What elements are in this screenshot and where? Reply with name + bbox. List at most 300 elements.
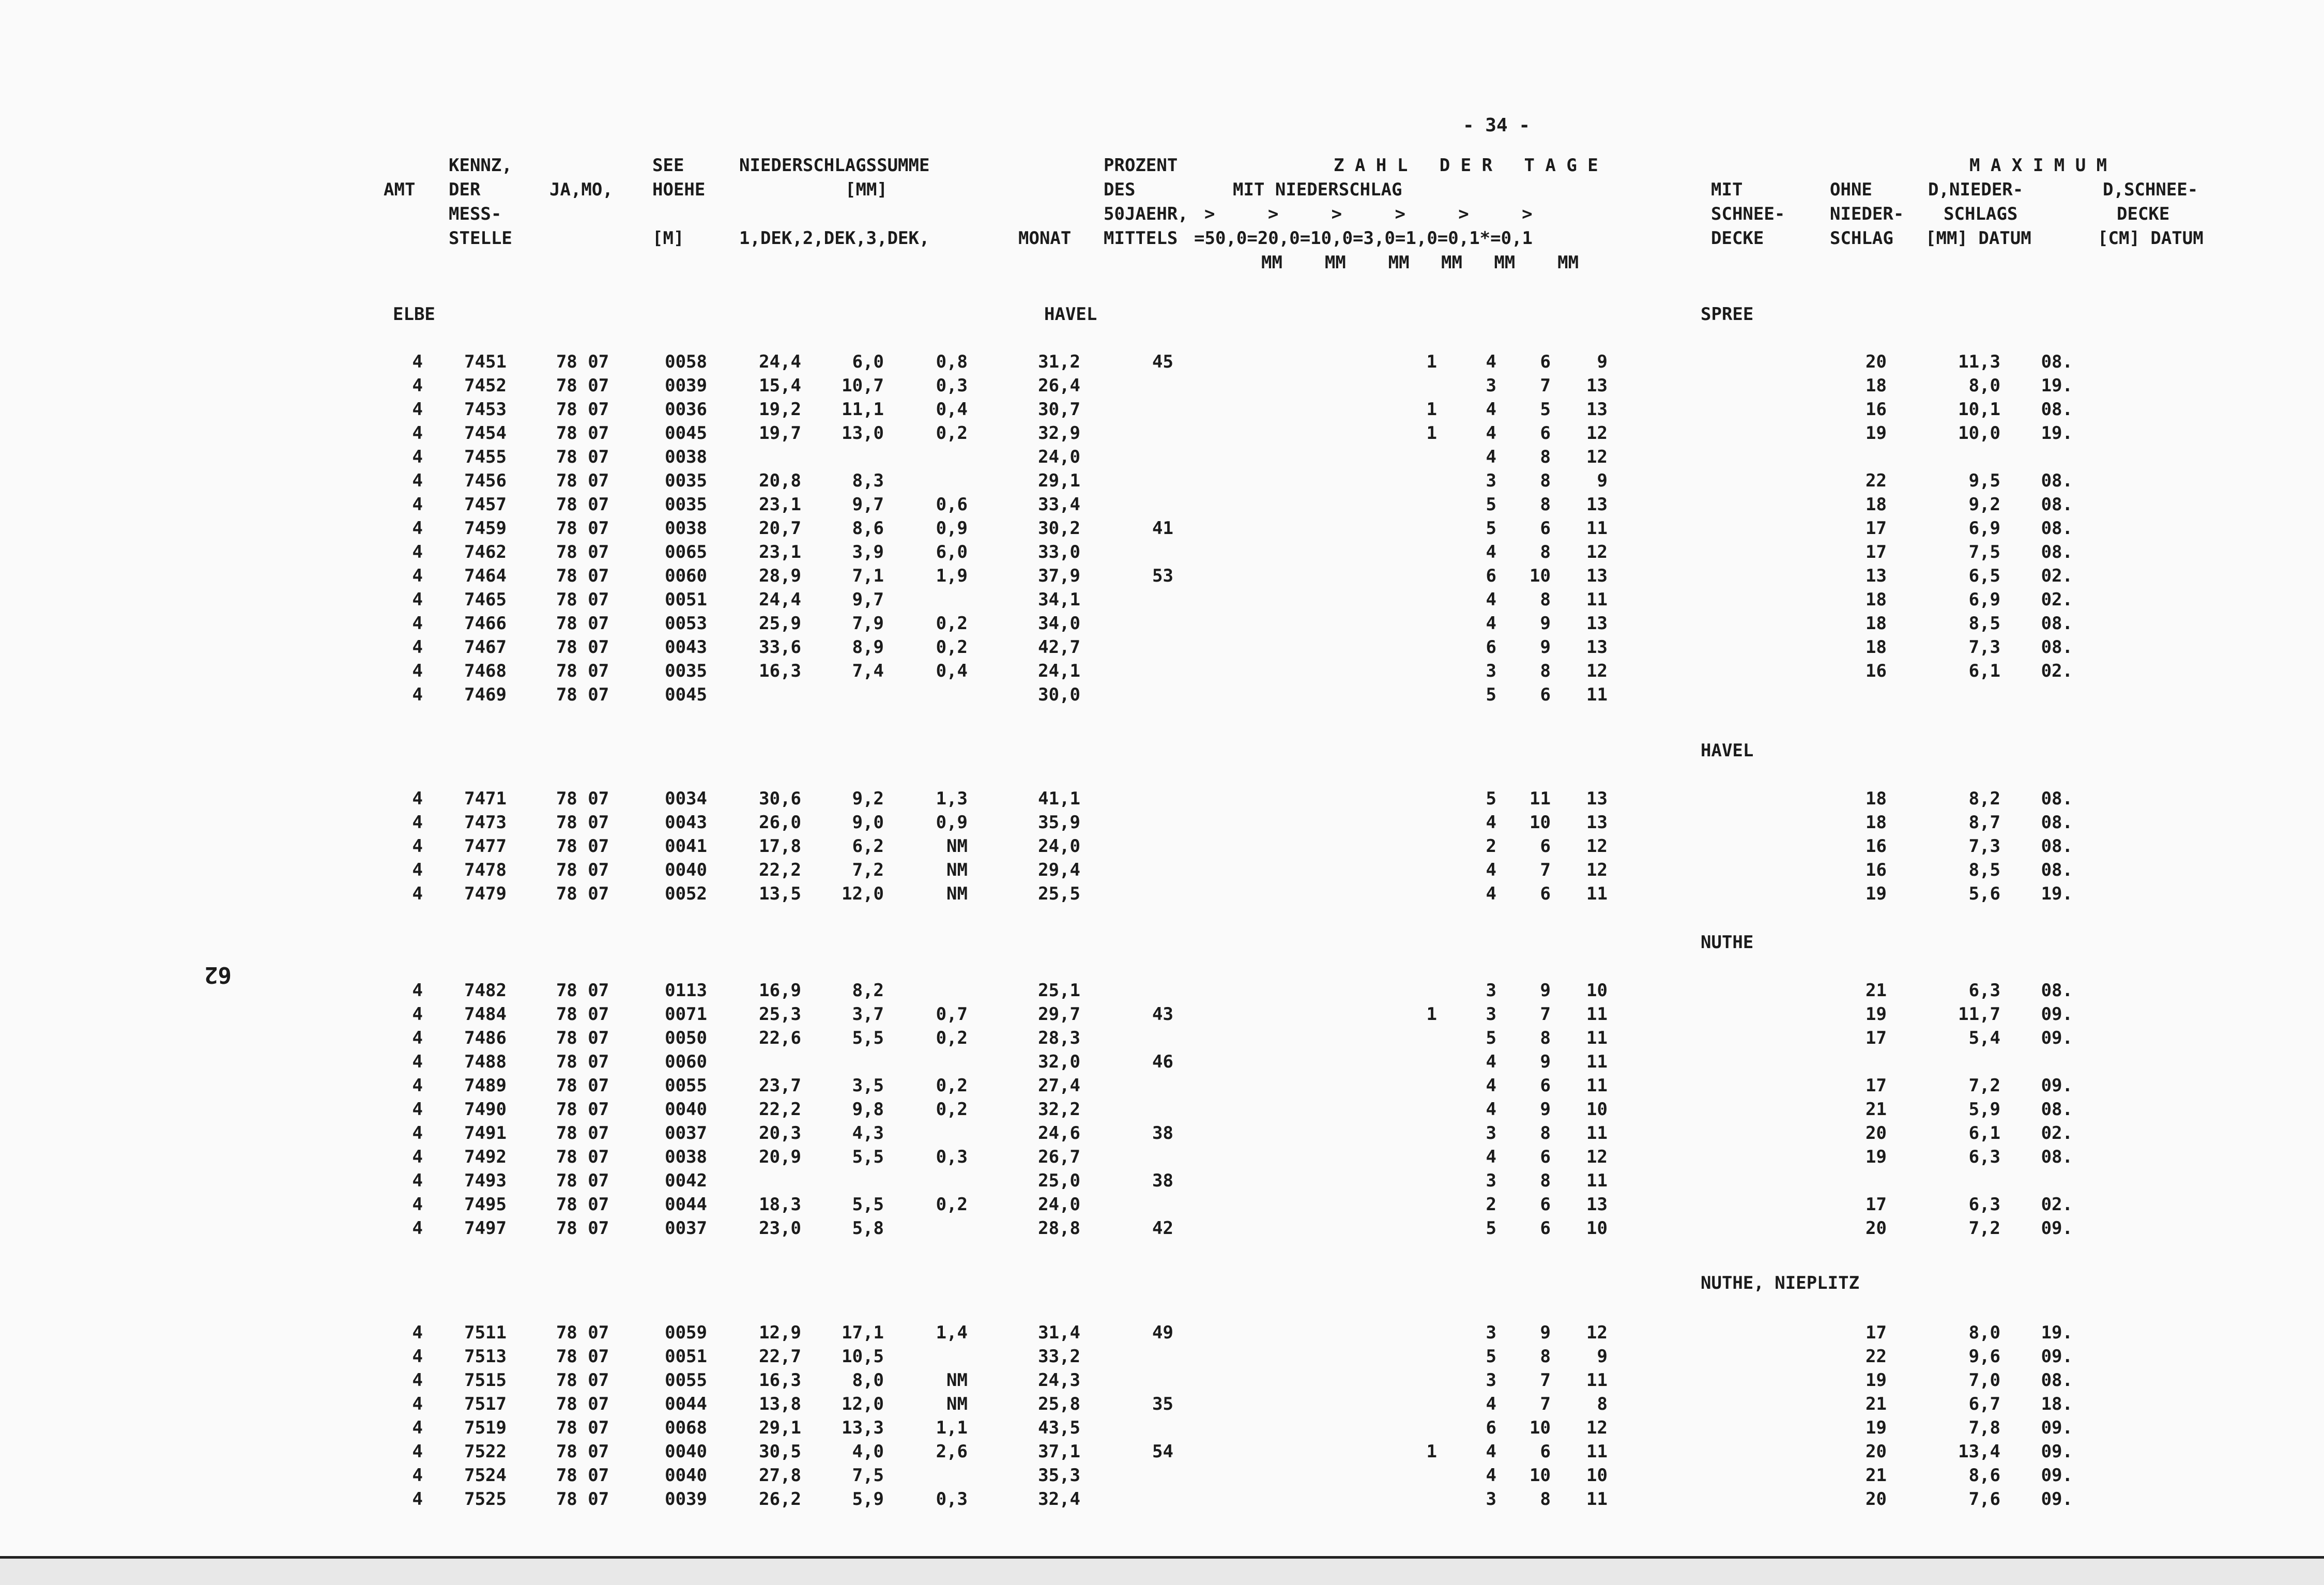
cell-proz: 41	[1152, 518, 1173, 539]
cell-n1: 10	[1530, 1465, 1551, 1486]
cell-monat: 26,4	[1038, 375, 1080, 396]
region-label: ELBE	[393, 304, 435, 325]
cell-amt: 4	[412, 1394, 423, 1414]
cell-d2: 9,2	[852, 788, 884, 809]
cell-maxmm: 6,9	[1968, 518, 2000, 539]
cell-maxdat: 08.	[2041, 788, 2073, 809]
cell-proz: 49	[1152, 1322, 1173, 1343]
cell-maxmm: 6,9	[1968, 589, 2000, 610]
cell-d2: 3,5	[852, 1075, 884, 1096]
table-row	[0, 1004, 2324, 1028]
cell-maxmm: 8,0	[1968, 1322, 2000, 1343]
cell-hoehe: 0035	[665, 661, 707, 681]
cell-d2: 13,3	[842, 1418, 884, 1438]
cell-stelle: 7468	[464, 661, 507, 681]
cell-n3: 5	[1486, 1346, 1496, 1367]
cell-monat: 24,0	[1038, 447, 1080, 467]
cell-d1: 20,7	[759, 518, 801, 539]
cell-d3: 1,1	[936, 1418, 968, 1438]
cell-n1: 8	[1540, 542, 1551, 562]
cell-stelle: 7453	[464, 399, 507, 420]
cell-n01: 12	[1586, 836, 1608, 857]
cell-d1: 29,1	[759, 1418, 801, 1438]
hdr-mm-unit: [MM]	[845, 179, 888, 200]
cell-jamo: 78 07	[556, 542, 609, 562]
table-row	[0, 1441, 2324, 1465]
table-row	[0, 447, 2324, 470]
hdr-ohne: OHNE	[1830, 179, 1872, 200]
cell-proz: 46	[1152, 1051, 1173, 1072]
cell-monat: 30,7	[1038, 399, 1080, 420]
cell-d2: 4,0	[852, 1441, 884, 1462]
cell-stelle: 7497	[464, 1218, 507, 1239]
cell-d1: 18,3	[759, 1194, 801, 1215]
cell-d1: 25,3	[759, 1004, 801, 1025]
cell-stelle: 7479	[464, 883, 507, 904]
cell-monat: 30,0	[1038, 684, 1080, 705]
cell-maxdat: 08.	[2041, 812, 2073, 833]
cell-d1: 26,2	[759, 1489, 801, 1510]
cell-stelle: 7455	[464, 447, 507, 467]
cell-stelle: 7492	[464, 1147, 507, 1167]
cell-jamo: 78 07	[556, 1370, 609, 1391]
cell-ohne: 18	[1866, 788, 1887, 809]
cell-d1: 26,0	[759, 812, 801, 833]
cell-n01: 10	[1586, 1218, 1608, 1239]
cell-stelle: 7471	[464, 788, 507, 809]
cell-d2: 9,8	[852, 1099, 884, 1120]
cell-jamo: 78 07	[556, 1075, 609, 1096]
cell-jamo: 78 07	[556, 1170, 609, 1191]
cell-n1: 10	[1530, 566, 1551, 586]
cell-jamo: 78 07	[556, 1123, 609, 1144]
cell-n3: 3	[1486, 1370, 1496, 1391]
cell-hoehe: 0051	[665, 589, 707, 610]
cell-n3: 6	[1486, 1418, 1496, 1438]
cell-d3: 0,4	[936, 661, 968, 681]
cell-n1: 8	[1540, 470, 1551, 491]
cell-maxdat: 02.	[2041, 1123, 2073, 1144]
cell-n3: 3	[1486, 661, 1496, 681]
cell-maxdat: 08.	[2041, 836, 2073, 857]
cell-monat: 43,5	[1038, 1418, 1080, 1438]
cell-stelle: 7462	[464, 542, 507, 562]
cell-d1: 20,9	[759, 1147, 801, 1167]
cell-n01: 12	[1586, 542, 1608, 562]
cell-ohne: 22	[1866, 1346, 1887, 1367]
cell-maxmm: 7,2	[1968, 1075, 2000, 1096]
table-row	[0, 518, 2324, 542]
table-row	[0, 1194, 2324, 1218]
cell-d2: 7,1	[852, 566, 884, 586]
cell-hoehe: 0051	[665, 1346, 707, 1367]
cell-hoehe: 0055	[665, 1370, 707, 1391]
cell-n1: 8	[1540, 589, 1551, 610]
cell-ohne: 21	[1866, 1465, 1887, 1486]
cell-d2: 12,0	[842, 1394, 884, 1414]
cell-hoehe: 0052	[665, 883, 707, 904]
cell-amt: 4	[412, 1441, 423, 1462]
cell-d3: 0,3	[936, 375, 968, 396]
cell-stelle: 7513	[464, 1346, 507, 1367]
cell-maxdat: 02.	[2041, 589, 2073, 610]
table-row	[0, 1346, 2324, 1370]
cell-d2: 17,1	[842, 1322, 884, 1343]
table-row	[0, 470, 2324, 494]
cell-d1: 17,8	[759, 836, 801, 857]
cell-n3: 3	[1486, 470, 1496, 491]
cell-monat: 25,0	[1038, 1170, 1080, 1191]
cell-jamo: 78 07	[556, 423, 609, 444]
cell-amt: 4	[412, 1170, 423, 1191]
cell-stelle: 7464	[464, 566, 507, 586]
hdr-des: DES	[1104, 179, 1136, 200]
cell-hoehe: 0039	[665, 375, 707, 396]
cell-n1: 8	[1540, 1123, 1551, 1144]
cell-ohne: 17	[1866, 518, 1887, 539]
cell-maxmm: 10,1	[1958, 399, 2000, 420]
cell-n01: 11	[1586, 1489, 1608, 1510]
cell-amt: 4	[412, 494, 423, 515]
table-row	[0, 399, 2324, 423]
cell-d1: 24,4	[759, 589, 801, 610]
cell-n3: 3	[1486, 375, 1496, 396]
hdr-50jaehr: 50JAEHR,	[1104, 204, 1188, 224]
cell-n01: 11	[1586, 1170, 1608, 1191]
cell-d1: 23,1	[759, 494, 801, 515]
table-row	[0, 684, 2324, 708]
cell-d3: NM	[946, 1370, 968, 1391]
cell-n01: 9	[1597, 1346, 1608, 1367]
cell-n1: 6	[1540, 352, 1551, 372]
cell-n1: 8	[1540, 1489, 1551, 1510]
cell-n3: 4	[1486, 613, 1496, 634]
cell-monat: 24,3	[1038, 1370, 1080, 1391]
cell-maxmm: 7,5	[1968, 542, 2000, 562]
cell-d1: 12,9	[759, 1322, 801, 1343]
hdr-see: SEE	[652, 155, 684, 176]
cell-d3: 0,7	[936, 1004, 968, 1025]
cell-jamo: 78 07	[556, 1218, 609, 1239]
hdr-monat: MONAT	[1018, 228, 1072, 249]
cell-hoehe: 0040	[665, 1465, 707, 1486]
region-label: HAVEL	[1044, 304, 1097, 325]
table-row	[0, 423, 2324, 447]
cell-n1: 6	[1540, 1075, 1551, 1096]
hdr-der: DER	[449, 179, 481, 200]
cell-n01: 9	[1597, 352, 1608, 372]
cell-hoehe: 0055	[665, 1075, 707, 1096]
cell-n3: 5	[1486, 518, 1496, 539]
cell-jamo: 78 07	[556, 883, 609, 904]
cell-stelle: 7457	[464, 494, 507, 515]
hdr-mit-niederschlag: MIT NIEDERSCHLAG	[1233, 179, 1402, 200]
cell-maxdat: 08.	[2041, 542, 2073, 562]
cell-n01: 11	[1586, 1004, 1608, 1025]
cell-d3: 0,4	[936, 399, 968, 420]
cell-maxdat: 08.	[2041, 352, 2073, 372]
region-label: NUTHE, NIEPLITZ	[1701, 1273, 1860, 1293]
hdr-decke2: DECKE	[2117, 204, 2170, 224]
cell-amt: 4	[412, 1123, 423, 1144]
cell-maxmm: 10,0	[1958, 423, 2000, 444]
cell-n3: 4	[1486, 860, 1496, 880]
cell-monat: 33,0	[1038, 542, 1080, 562]
cell-maxdat: 08.	[2041, 518, 2073, 539]
cell-amt: 4	[412, 470, 423, 491]
cell-d2: 11,1	[842, 399, 884, 420]
cell-n10: 1	[1426, 1004, 1437, 1025]
cell-d1: 23,1	[759, 542, 801, 562]
cell-d1: 24,4	[759, 352, 801, 372]
cell-n1: 5	[1540, 399, 1551, 420]
cell-jamo: 78 07	[556, 613, 609, 634]
cell-hoehe: 0071	[665, 1004, 707, 1025]
cell-n10: 1	[1426, 352, 1437, 372]
cell-jamo: 78 07	[556, 1465, 609, 1486]
cell-d3: 0,3	[936, 1489, 968, 1510]
cell-n01: 12	[1586, 661, 1608, 681]
cell-maxmm: 7,3	[1968, 637, 2000, 658]
cell-d1: 22,7	[759, 1346, 801, 1367]
cell-ohne: 16	[1866, 399, 1887, 420]
cell-maxdat: 08.	[2041, 399, 2073, 420]
cell-maxdat: 09.	[2041, 1489, 2073, 1510]
cell-maxdat: 19.	[2041, 375, 2073, 396]
cell-monat: 30,2	[1038, 518, 1080, 539]
cell-ohne: 20	[1866, 352, 1887, 372]
cell-maxmm: 7,0	[1968, 1370, 2000, 1391]
cell-n01: 9	[1597, 470, 1608, 491]
hdr-mit: MIT	[1711, 179, 1743, 200]
cell-n3: 3	[1486, 980, 1496, 1001]
cell-n3: 4	[1486, 1075, 1496, 1096]
cell-ohne: 18	[1866, 375, 1887, 396]
cell-d1: 13,8	[759, 1394, 801, 1414]
cell-jamo: 78 07	[556, 352, 609, 372]
table-row	[0, 1075, 2324, 1099]
cell-maxmm: 8,5	[1968, 613, 2000, 634]
cell-maxdat: 09.	[2041, 1004, 2073, 1025]
cell-hoehe: 0053	[665, 613, 707, 634]
cell-monat: 29,7	[1038, 1004, 1080, 1025]
cell-monat: 34,0	[1038, 613, 1080, 634]
cell-maxmm: 7,6	[1968, 1489, 2000, 1510]
hdr-mm-units: MM MM MM MM MM MM	[1261, 252, 1579, 273]
cell-proz: 38	[1152, 1170, 1173, 1191]
cell-n3: 5	[1486, 684, 1496, 705]
cell-hoehe: 0035	[665, 470, 707, 491]
hdr-prozent: PROZENT	[1104, 155, 1178, 176]
cell-d2: 4,3	[852, 1123, 884, 1144]
cell-monat: 25,5	[1038, 883, 1080, 904]
cell-n01: 11	[1586, 684, 1608, 705]
cell-maxmm: 8,0	[1968, 375, 2000, 396]
cell-n01: 12	[1586, 1147, 1608, 1167]
cell-n01: 11	[1586, 883, 1608, 904]
table-row	[0, 661, 2324, 684]
cell-monat: 28,3	[1038, 1028, 1080, 1048]
cell-n1: 7	[1540, 860, 1551, 880]
cell-n1: 8	[1540, 1170, 1551, 1191]
cell-jamo: 78 07	[556, 518, 609, 539]
cell-jamo: 78 07	[556, 812, 609, 833]
cell-n1: 9	[1540, 637, 1551, 658]
cell-n01: 12	[1586, 1322, 1608, 1343]
cell-d3: NM	[946, 860, 968, 880]
cell-ohne: 13	[1866, 566, 1887, 586]
table-row	[0, 494, 2324, 518]
cell-maxdat: 02.	[2041, 566, 2073, 586]
table-row	[0, 637, 2324, 661]
cell-n3: 5	[1486, 788, 1496, 809]
cell-hoehe: 0043	[665, 637, 707, 658]
cell-d2: 10,5	[842, 1346, 884, 1367]
cell-d3: NM	[946, 836, 968, 857]
cell-hoehe: 0113	[665, 980, 707, 1001]
cell-maxmm: 8,7	[1968, 812, 2000, 833]
cell-n1: 7	[1540, 1004, 1551, 1025]
cell-n1: 9	[1540, 613, 1551, 634]
hdr-decke: DECKE	[1711, 228, 1764, 249]
cell-d3: 0,9	[936, 812, 968, 833]
cell-n1: 7	[1540, 1370, 1551, 1391]
cell-d3: 0,2	[936, 637, 968, 658]
cell-d1: 33,6	[759, 637, 801, 658]
cell-ohne: 17	[1866, 542, 1887, 562]
region-label: HAVEL	[1701, 740, 1754, 761]
cell-d2: 9,0	[852, 812, 884, 833]
cell-maxmm: 6,3	[1968, 1147, 2000, 1167]
cell-hoehe: 0038	[665, 447, 707, 467]
hdr-thresholds: =50,0=20,0=10,0=3,0=1,0=0,1*=0,1	[1194, 228, 1533, 249]
cell-ohne: 16	[1866, 661, 1887, 681]
cell-ohne: 18	[1866, 637, 1887, 658]
cell-amt: 4	[412, 637, 423, 658]
cell-amt: 4	[412, 860, 423, 880]
cell-d3: 0,2	[936, 1075, 968, 1096]
cell-stelle: 7515	[464, 1370, 507, 1391]
cell-stelle: 7469	[464, 684, 507, 705]
cell-ohne: 21	[1866, 1394, 1887, 1414]
cell-ohne: 20	[1866, 1441, 1887, 1462]
cell-hoehe: 0065	[665, 542, 707, 562]
cell-monat: 32,4	[1038, 1489, 1080, 1510]
cell-d1: 19,7	[759, 423, 801, 444]
cell-n1: 9	[1540, 1322, 1551, 1343]
cell-stelle: 7465	[464, 589, 507, 610]
cell-d1: 15,4	[759, 375, 801, 396]
cell-n1: 8	[1540, 661, 1551, 681]
cell-amt: 4	[412, 1322, 423, 1343]
cell-hoehe: 0045	[665, 423, 707, 444]
cell-monat: 33,2	[1038, 1346, 1080, 1367]
cell-amt: 4	[412, 684, 423, 705]
hdr-maximum: M A X I M U M	[1969, 155, 2107, 176]
cell-n01: 11	[1586, 1028, 1608, 1048]
cell-stelle: 7486	[464, 1028, 507, 1048]
hdr-hoehe: HOEHE	[652, 179, 706, 200]
table-row	[0, 1218, 2324, 1242]
cell-jamo: 78 07	[556, 1194, 609, 1215]
cell-n1: 9	[1540, 1099, 1551, 1120]
table-row	[0, 860, 2324, 883]
cell-maxdat: 09.	[2041, 1028, 2073, 1048]
cell-maxdat: 08.	[2041, 494, 2073, 515]
cell-jamo: 78 07	[556, 1489, 609, 1510]
cell-n3: 4	[1486, 812, 1496, 833]
cell-amt: 4	[412, 1218, 423, 1239]
cell-n3: 3	[1486, 1170, 1496, 1191]
cell-n01: 8	[1597, 1394, 1608, 1414]
cell-d2: 6,2	[852, 836, 884, 857]
hdr-dekaden: 1,DEK,2,DEK,3,DEK,	[739, 228, 930, 249]
cell-n1: 11	[1530, 788, 1551, 809]
cell-hoehe: 0037	[665, 1123, 707, 1144]
cell-ohne: 21	[1866, 1099, 1887, 1120]
cell-ohne: 19	[1866, 883, 1887, 904]
cell-hoehe: 0040	[665, 1441, 707, 1462]
cell-stelle: 7525	[464, 1489, 507, 1510]
cell-n1: 10	[1530, 1418, 1551, 1438]
cell-n01: 11	[1586, 1051, 1608, 1072]
hdr-zahl-der-tage: Z A H L D E R T A G E	[1334, 155, 1598, 176]
cell-amt: 4	[412, 1147, 423, 1167]
hdr-mittels: MITTELS	[1104, 228, 1178, 249]
cell-hoehe: 0059	[665, 1322, 707, 1343]
hdr-d-nieder: D,NIEDER-	[1928, 179, 2024, 200]
cell-amt: 4	[412, 566, 423, 586]
hdr-schlag: SCHLAG	[1830, 228, 1893, 249]
cell-ohne: 18	[1866, 812, 1887, 833]
cell-n3: 4	[1486, 883, 1496, 904]
hdr-kennz: KENNZ,	[449, 155, 512, 176]
cell-amt: 4	[412, 788, 423, 809]
cell-stelle: 7452	[464, 375, 507, 396]
table-row	[0, 566, 2324, 589]
cell-hoehe: 0037	[665, 1218, 707, 1239]
region-label: SPREE	[1701, 304, 1754, 325]
region-label: NUTHE	[1701, 932, 1754, 953]
cell-d3: 6,0	[936, 542, 968, 562]
table-row	[0, 1147, 2324, 1170]
cell-maxdat: 09.	[2041, 1465, 2073, 1486]
cell-amt: 4	[412, 399, 423, 420]
cell-d2: 8,2	[852, 980, 884, 1001]
cell-d1: 22,2	[759, 1099, 801, 1120]
cell-stelle: 7490	[464, 1099, 507, 1120]
hdr-cm-datum: [CM] DATUM	[2098, 228, 2204, 249]
table-row	[0, 812, 2324, 836]
cell-proz: 42	[1152, 1218, 1173, 1239]
cell-d1: 23,0	[759, 1218, 801, 1239]
cell-d2: 7,5	[852, 1465, 884, 1486]
cell-amt: 4	[412, 589, 423, 610]
cell-maxmm: 6,5	[1968, 566, 2000, 586]
cell-d3: 0,9	[936, 518, 968, 539]
cell-maxmm: 6,3	[1968, 1194, 2000, 1215]
cell-maxmm: 6,1	[1968, 661, 2000, 681]
table-row	[0, 1123, 2324, 1147]
cell-n1: 6	[1540, 423, 1551, 444]
cell-proz: 35	[1152, 1394, 1173, 1414]
cell-maxmm: 7,3	[1968, 836, 2000, 857]
cell-amt: 4	[412, 518, 423, 539]
cell-amt: 4	[412, 661, 423, 681]
cell-monat: 31,2	[1038, 352, 1080, 372]
cell-amt: 4	[412, 447, 423, 467]
cell-d2: 8,6	[852, 518, 884, 539]
